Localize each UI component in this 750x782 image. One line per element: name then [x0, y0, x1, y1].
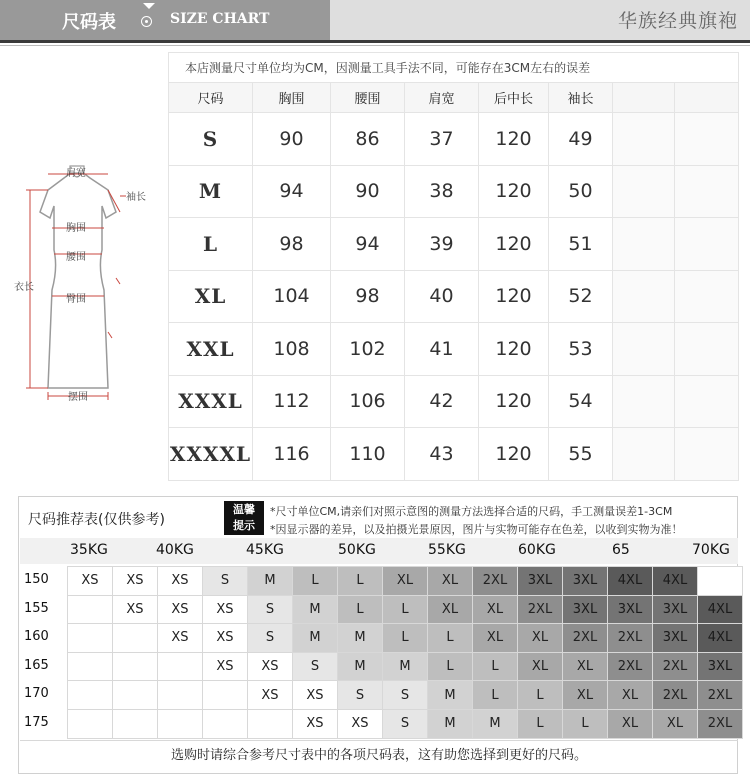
recommend-footer: 选购时请综合参考尺寸表中的各项尺码表，这有助您选择到更好的尺码。	[20, 740, 738, 772]
measurement-cell: 120	[479, 165, 549, 218]
measurement-cell: 90	[253, 113, 331, 166]
size-recommend-cell: XS	[292, 709, 338, 739]
empty-cell	[67, 652, 113, 682]
height-label: 170	[24, 686, 49, 702]
size-recommend-cell: M	[337, 623, 383, 653]
size-recommend-cell: XS	[157, 623, 203, 653]
size-recommend-cell: S	[202, 566, 248, 596]
header-subtitle: SIZE CHART	[170, 11, 270, 27]
blank-cell	[613, 428, 675, 481]
size-row	[169, 428, 739, 481]
weight-label: 55KG	[428, 542, 466, 558]
size-recommend-cell: L	[382, 595, 428, 625]
target-circle-icon	[141, 16, 152, 27]
size-recommend-cell: XS	[247, 680, 293, 710]
brand-name: 华族经典旗袍	[617, 10, 738, 32]
size-row	[169, 323, 739, 376]
size-label-cell: S	[169, 113, 253, 166]
label-chest: 胸围	[66, 223, 86, 234]
measurement-cell: 94	[253, 165, 331, 218]
measurement-cell: 43	[405, 428, 479, 481]
size-recommend-cell: 3XL	[562, 566, 608, 596]
size-recommend-cell: 4XL	[697, 623, 743, 653]
size-recommend-cell: S	[292, 652, 338, 682]
blank-cell	[613, 165, 675, 218]
size-recommend-cell: M	[427, 709, 473, 739]
header-tab	[0, 0, 330, 40]
size-chart-note: 本店测量尺寸单位均为CM，因测量工具手法不同，可能存在3CM左右的误差	[169, 53, 739, 83]
measurement-cell: 52	[549, 270, 613, 323]
blank-cell	[613, 323, 675, 376]
measurement-cell: 120	[479, 113, 549, 166]
measurement-cell: 55	[549, 428, 613, 481]
empty-cell	[112, 709, 158, 739]
size-recommend-cell: M	[292, 623, 338, 653]
size-recommend-cell: XL	[517, 652, 563, 682]
blank-cell	[675, 113, 739, 166]
size-recommend-cell: L	[337, 566, 383, 596]
measurement-cell: 42	[405, 375, 479, 428]
measurement-cell: 40	[405, 270, 479, 323]
measurement-cell: 38	[405, 165, 479, 218]
measurement-cell: 37	[405, 113, 479, 166]
empty-cell	[67, 680, 113, 710]
blank-cell	[675, 270, 739, 323]
size-recommend-cell: XL	[607, 709, 653, 739]
size-recommend-cell: 2XL	[607, 652, 653, 682]
empty-cell	[67, 623, 113, 653]
size-recommend-cell: 2XL	[517, 595, 563, 625]
size-recommend-cell: XS	[112, 566, 158, 596]
measurement-cell: 110	[331, 428, 405, 481]
size-recommend-cell: L	[517, 709, 563, 739]
size-recommend-cell: 2XL	[652, 680, 698, 710]
empty-cell	[697, 566, 743, 596]
size-recommend-cell: XS	[157, 566, 203, 596]
size-label-cell: XXXL	[169, 375, 253, 428]
size-recommend-cell: M	[292, 595, 338, 625]
blank-cell	[613, 113, 675, 166]
size-row	[169, 270, 739, 323]
blank-cell	[675, 165, 739, 218]
size-recommend-cell: XL	[652, 709, 698, 739]
size-recommend-cell: S	[337, 680, 383, 710]
size-recommend-cell: L	[337, 595, 383, 625]
measurement-cell: 90	[331, 165, 405, 218]
size-recommend-cell: L	[472, 680, 518, 710]
size-recommend-cell: 4XL	[652, 566, 698, 596]
size-recommend-cell: S	[382, 680, 428, 710]
measurement-cell: 116	[253, 428, 331, 481]
size-recommend-cell: XL	[382, 566, 428, 596]
blank-cell	[613, 375, 675, 428]
size-recommend-cell: 4XL	[607, 566, 653, 596]
column-header: 尺码	[169, 83, 253, 113]
measurement-cell: 54	[549, 375, 613, 428]
empty-cell	[157, 652, 203, 682]
column-header-blank	[613, 83, 675, 113]
empty-cell	[157, 680, 203, 710]
size-row	[169, 218, 739, 271]
measurement-cell: 86	[331, 113, 405, 166]
weight-label: 70KG	[692, 542, 730, 558]
tip-badge	[224, 501, 264, 535]
header-notch	[143, 3, 155, 9]
size-recommend-cell: XL	[472, 623, 518, 653]
blank-cell	[613, 218, 675, 271]
header-divider-thin	[0, 45, 750, 46]
label-hip: 臀围	[66, 294, 86, 305]
size-recommend-cell: 3XL	[517, 566, 563, 596]
empty-cell	[112, 623, 158, 653]
measurement-cell: 39	[405, 218, 479, 271]
size-recommend-cell: 3XL	[562, 595, 608, 625]
weight-label: 35KG	[70, 542, 108, 558]
size-recommend-cell: 2XL	[652, 652, 698, 682]
empty-cell	[157, 709, 203, 739]
size-recommend-cell: XS	[112, 595, 158, 625]
size-row	[169, 113, 739, 166]
recommend-note: *因显示器的差异，以及拍摄光景原因，图片与实物可能存在色差，以收到实物为准！	[270, 523, 683, 536]
size-recommend-cell: M	[427, 680, 473, 710]
measurement-cell: 120	[479, 218, 549, 271]
size-recommend-cell: XL	[472, 595, 518, 625]
size-chart-header-row	[169, 83, 739, 113]
measurement-cell: 50	[549, 165, 613, 218]
size-recommend-cell: S	[247, 623, 293, 653]
blank-cell	[613, 270, 675, 323]
size-recommend-cell: 2XL	[697, 709, 743, 739]
header-bar	[0, 0, 750, 40]
label-hem: 摆围	[68, 392, 88, 403]
empty-cell	[202, 709, 248, 739]
column-header: 袖长	[549, 83, 613, 113]
empty-cell	[67, 709, 113, 739]
empty-cell	[202, 680, 248, 710]
size-recommend-cell: XS	[247, 652, 293, 682]
size-recommend-cell: XS	[202, 652, 248, 682]
measurement-cell: 106	[331, 375, 405, 428]
size-recommend-cell: XL	[562, 680, 608, 710]
empty-cell	[112, 680, 158, 710]
size-recommend-cell: 4XL	[697, 595, 743, 625]
size-recommend-cell: S	[247, 595, 293, 625]
measurement-cell: 49	[549, 113, 613, 166]
size-recommend-cell: L	[517, 680, 563, 710]
size-recommend-cell: L	[472, 652, 518, 682]
column-header: 肩宽	[405, 83, 479, 113]
weight-header-band	[20, 538, 738, 564]
measurement-cell: 108	[253, 323, 331, 376]
measurement-cell: 102	[331, 323, 405, 376]
size-recommend-cell: 2XL	[607, 623, 653, 653]
column-header: 后中长	[479, 83, 549, 113]
size-recommend-cell: M	[247, 566, 293, 596]
size-recommend-cell: L	[292, 566, 338, 596]
height-label: 165	[24, 657, 49, 673]
size-recommend-cell: XL	[427, 566, 473, 596]
size-recommend-cell: XL	[517, 623, 563, 653]
height-label: 150	[24, 572, 49, 587]
measurement-cell: 98	[253, 218, 331, 271]
measurement-cell: 112	[253, 375, 331, 428]
weight-label: 65	[612, 542, 630, 558]
empty-cell	[67, 595, 113, 625]
size-recommend-cell: M	[382, 652, 428, 682]
label-shoulder: 肩宽	[66, 168, 86, 179]
size-label-cell: L	[169, 218, 253, 271]
weight-label: 60KG	[518, 542, 556, 558]
header-title: 尺码表	[62, 12, 116, 33]
tip-badge-line: 温馨	[233, 503, 255, 516]
size-row	[169, 375, 739, 428]
tip-badge-line: 提示	[233, 519, 255, 532]
size-row	[169, 165, 739, 218]
column-header-blank	[675, 83, 739, 113]
size-recommend-cell: 2XL	[697, 680, 743, 710]
size-label-cell: M	[169, 165, 253, 218]
size-label-cell: XL	[169, 270, 253, 323]
measurement-cell: 104	[253, 270, 331, 323]
size-label-cell: XXXXL	[169, 428, 253, 481]
measurement-cell: 41	[405, 323, 479, 376]
weight-label: 45KG	[246, 542, 284, 558]
empty-cell	[112, 652, 158, 682]
height-label: 155	[24, 600, 49, 616]
blank-cell	[675, 375, 739, 428]
weight-label: 40KG	[156, 542, 194, 558]
size-recommend-cell: XL	[427, 595, 473, 625]
blank-cell	[675, 323, 739, 376]
measurement-cell: 120	[479, 323, 549, 376]
size-recommend-cell: L	[427, 623, 473, 653]
measurement-cell: 53	[549, 323, 613, 376]
size-chart-body	[169, 113, 739, 481]
size-recommend-cell: XS	[202, 595, 248, 625]
label-sleeve: 袖长	[126, 192, 146, 203]
size-recommend-cell: 2XL	[562, 623, 608, 653]
recommend-note: *尺寸单位CM,请亲们对照示意图的测量方法选择合适的尺码，手工测量误差1-3CM	[270, 505, 673, 518]
recommend-title: 尺码推荐表(仅供参考)	[28, 512, 165, 528]
column-header: 腰围	[331, 83, 405, 113]
size-recommend-cell: XS	[67, 566, 113, 596]
size-recommend-cell: L	[427, 652, 473, 682]
size-recommend-cell: 3XL	[652, 595, 698, 625]
size-recommend-cell: XL	[562, 652, 608, 682]
size-chart-note-row	[169, 53, 739, 83]
empty-cell	[247, 709, 293, 739]
size-recommend-cell: XL	[607, 680, 653, 710]
qipao-measurement-illustration	[8, 150, 168, 420]
label-length: 衣长	[14, 282, 34, 293]
height-label: 175	[24, 715, 49, 730]
size-recommend-cell: 3XL	[607, 595, 653, 625]
blank-cell	[675, 218, 739, 271]
size-recommend-cell: M	[337, 652, 383, 682]
measurement-cell: 120	[479, 375, 549, 428]
column-header: 胸围	[253, 83, 331, 113]
size-recommend-cell: 2XL	[472, 566, 518, 596]
size-recommend-cell: L	[562, 709, 608, 739]
measurement-cell: 94	[331, 218, 405, 271]
label-waist: 腰围	[66, 252, 86, 263]
size-label-cell: XXL	[169, 323, 253, 376]
size-recommend-cell: XS	[202, 623, 248, 653]
blank-cell	[675, 428, 739, 481]
header-divider	[0, 40, 750, 43]
measurement-cell: 98	[331, 270, 405, 323]
weight-label: 50KG	[338, 542, 376, 558]
size-recommend-cell: M	[472, 709, 518, 739]
measurement-cell: 51	[549, 218, 613, 271]
measurement-cell: 120	[479, 428, 549, 481]
size-recommend-cell: XS	[157, 595, 203, 625]
size-recommend-cell: 3XL	[652, 623, 698, 653]
size-recommend-cell: XS	[292, 680, 338, 710]
size-recommend-cell: L	[382, 623, 428, 653]
size-recommend-cell: 3XL	[697, 652, 743, 682]
qipao-outline-icon	[40, 172, 116, 388]
height-label: 160	[24, 629, 49, 645]
size-recommend-cell: XS	[337, 709, 383, 739]
size-chart-table	[168, 52, 739, 481]
measurement-cell: 120	[479, 270, 549, 323]
size-recommend-cell: S	[382, 709, 428, 739]
